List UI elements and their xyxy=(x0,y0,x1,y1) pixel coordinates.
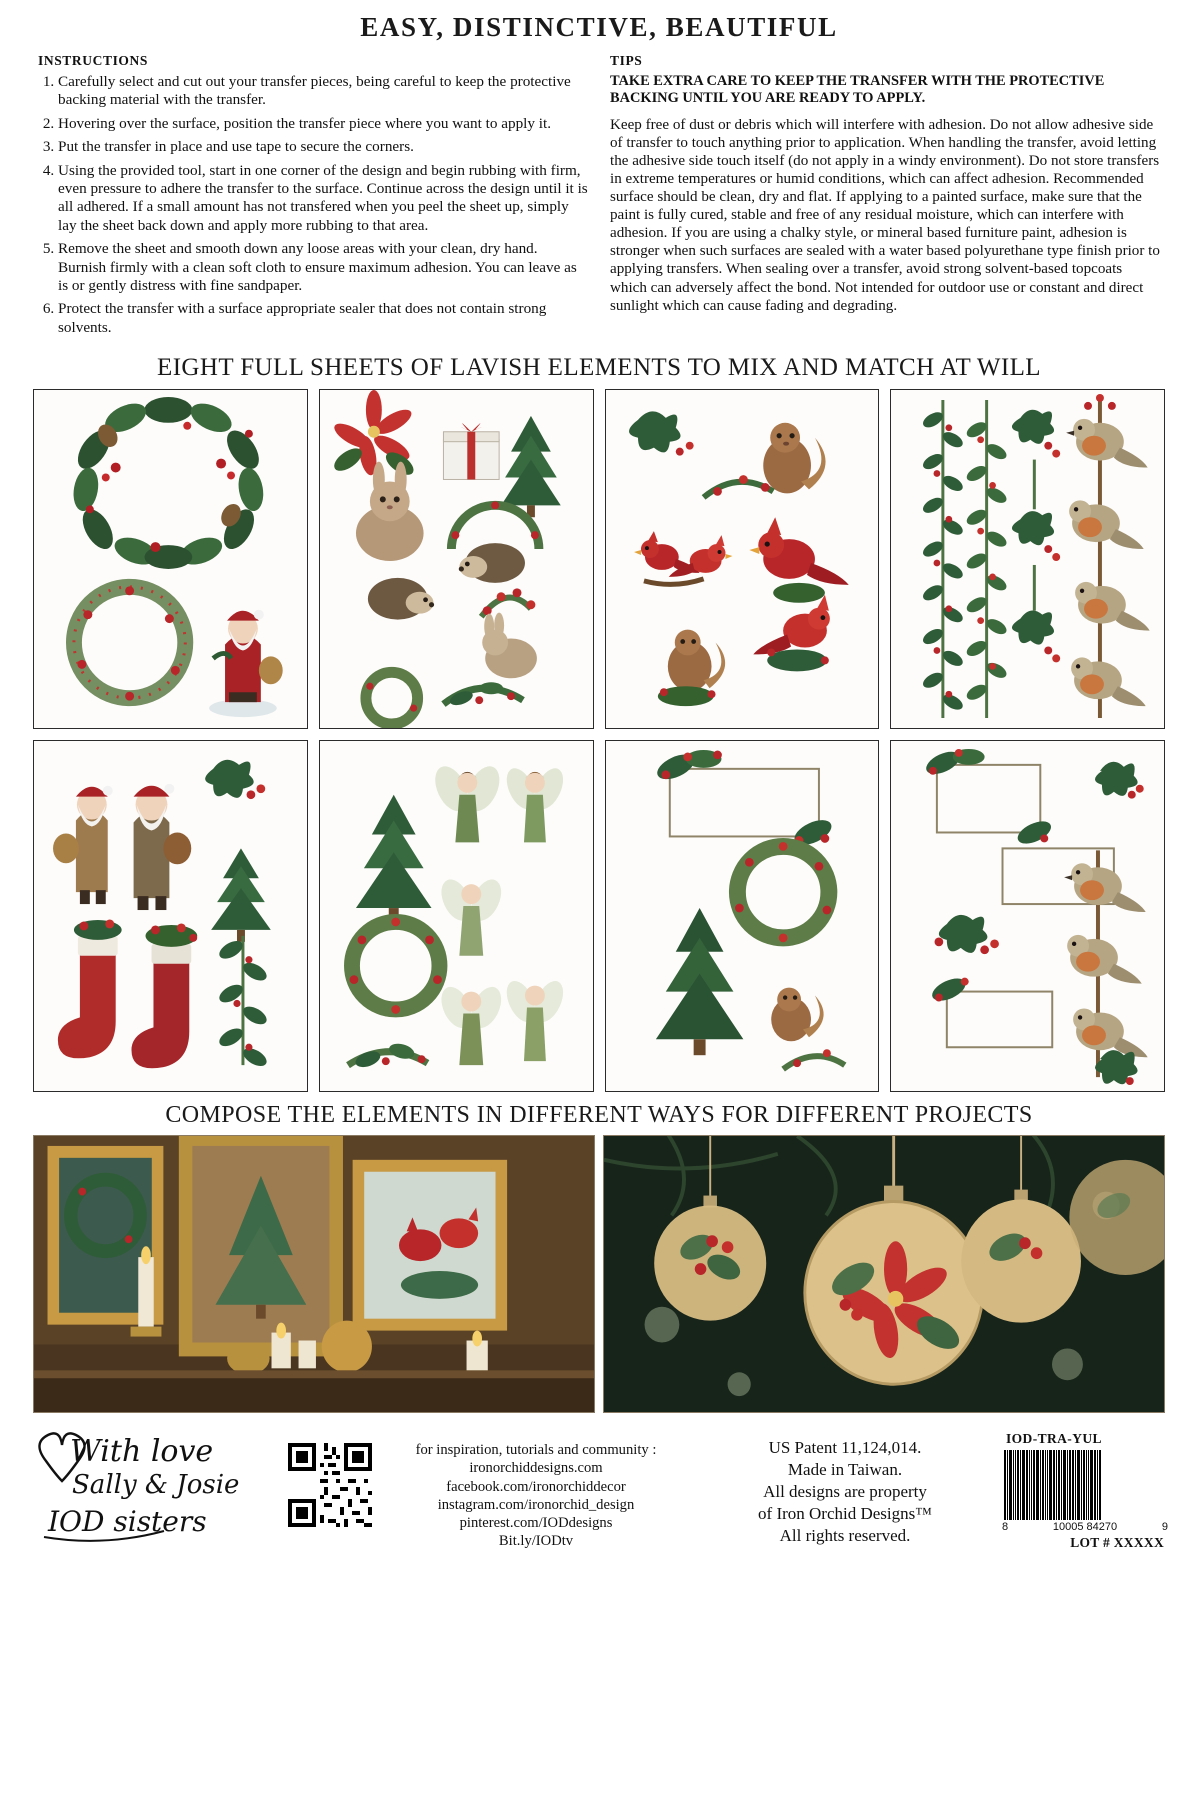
signature-block xyxy=(28,1427,278,1547)
links-lead: for inspiration, tutorials and community : xyxy=(415,1442,657,1459)
legal-block xyxy=(700,1427,990,1547)
link-website[interactable]: ironorchiddesigns.com xyxy=(469,1460,603,1477)
instructions-heading: INSTRUCTIONS xyxy=(38,53,148,68)
sheet-7-artwork xyxy=(606,741,879,1091)
tips-heading: TIPS xyxy=(610,53,643,68)
qr-code[interactable] xyxy=(288,1443,372,1527)
photo-mantel xyxy=(33,1135,595,1413)
product-code-block xyxy=(1000,1427,1170,1551)
barcode-left-digit: 8 xyxy=(1002,1521,1009,1534)
tips-column xyxy=(610,53,1160,342)
sheets-grid-row-1 xyxy=(0,389,1198,729)
rights-line-3: All rights reserved. xyxy=(779,1526,911,1546)
rights-line-2: of Iron Orchid Designs™ xyxy=(758,1504,932,1524)
transfer-sheet-8 xyxy=(890,740,1165,1092)
sheet-6-artwork xyxy=(320,741,593,1091)
qr-code-image[interactable] xyxy=(288,1443,372,1527)
link-facebook[interactable]: facebook.com/ironorchiddecor xyxy=(446,1478,626,1495)
sheet-4-artwork xyxy=(891,390,1164,728)
transfer-sheet-4 xyxy=(890,389,1165,729)
transfer-sheet-5 xyxy=(33,740,308,1092)
tips-body: Keep free of dust or debris which will interfere with adhesion. Do not allow adhesive side of transfer to touch anything prior to application. When handling the transfer, avoid letting the adhesive side touch itself (do not apply in a windy environment). Do not store transfers in extreme temperatures or humid conditions, which can affect adhesion. Recommended surface should be clean, dry and flat. If applying to a painted surface, make sure that the paint is fully cured, stable and free of any residual moisture, which can interfere with adhesion. If you are using a chalky style, or mineral based furniture paint, adhesion is stronger when such surfaces are sealed with a water based polyurethane type finish prior to applying transfers. When sealing over a transfer, avoid strong solvent-based topcoats which can adversely affect the bond. Not intended for outdoor use or constant and direct sunlight which can cause fading and degrading. xyxy=(610,116,1160,314)
transfer-sheet-3 xyxy=(605,389,880,729)
barcode-right-digit: 9 xyxy=(1161,1521,1168,1534)
sheet-1-artwork xyxy=(34,390,307,728)
barcode-digits: 10005 84270 xyxy=(1052,1521,1118,1534)
instruction-step: 1. Carefully select and cut out your transfer pieces, being careful to keep the protective backing material with the transfer. xyxy=(58,73,588,110)
signature-line-1: With love xyxy=(70,1434,214,1470)
sheet-2-artwork xyxy=(320,390,593,728)
barcode xyxy=(1000,1450,1170,1520)
link-instagram[interactable]: instagram.com/ironorchid_design xyxy=(437,1496,635,1513)
lot-number: LOT # XXXXX xyxy=(1070,1535,1164,1551)
projects-section-title: COMPOSE THE ELEMENTS IN DIFFERENT WAYS FOR DIFFERENT PROJECTS xyxy=(165,1102,1033,1129)
instruction-step: 6. Protect the transfer with a surface appropriate sealer that does not contain strong solvents. xyxy=(58,300,588,337)
tips-warning: TAKE EXTRA CARE TO KEEP THE TRANSFER WITH THE PROTECTIVE BACKING UNTIL YOU ARE READY TO APPLY. xyxy=(610,73,1105,107)
social-links xyxy=(382,1427,690,1550)
instructions-list xyxy=(38,73,588,337)
photo-ornaments xyxy=(603,1135,1165,1413)
transfer-sheet-6 xyxy=(319,740,594,1092)
barcode-numbers xyxy=(1000,1520,1170,1533)
instruction-step: 2. Hovering over the surface, position the transfer piece where you want to apply it. xyxy=(58,115,588,133)
project-photos xyxy=(0,1135,1198,1413)
sheet-5-artwork xyxy=(34,741,307,1091)
origin-text: Made in Taiwan. xyxy=(787,1460,903,1480)
patent-text: US Patent 11,124,014. xyxy=(768,1438,922,1458)
signature-artwork xyxy=(28,1427,278,1547)
instructions-tips-section xyxy=(0,43,1198,342)
signature-line-2: Sally & Josie xyxy=(72,1470,240,1501)
instruction-step: 4. Using the provided tool, start in one corner of the design and begin rubbing with firm, even pressure to adhere the transfer to the surface. Continue across the design until it is all adhered. If a small amount has not transfered when you peel the sheet up, simply lay the sheet back down and apply more rubbing to that area. xyxy=(58,162,588,236)
photo-mantel-artwork xyxy=(34,1136,594,1412)
page-title: EASY, DISTINCTIVE, BEAUTIFUL xyxy=(360,12,838,42)
instruction-step: 5. Remove the sheet and smooth down any loose areas with your clean, dry hand. Burnish firmly with a clean soft cloth to ensure maximum adhesion. You can leave as is or gently distress with fine sandpaper. xyxy=(58,240,588,295)
transfer-sheet-7 xyxy=(605,740,880,1092)
signature-line-3: IOD sisters xyxy=(48,1505,207,1539)
sku-text: IOD-TRA-YUL xyxy=(1006,1431,1102,1447)
link-youtube[interactable]: Bit.ly/IODtv xyxy=(498,1533,574,1550)
transfer-sheet-1 xyxy=(33,389,308,729)
rights-line-1: All designs are property xyxy=(763,1482,927,1502)
footer xyxy=(0,1413,1198,1551)
link-pinterest[interactable]: pinterest.com/IODdesigns xyxy=(459,1515,613,1532)
sheet-3-artwork xyxy=(606,390,879,728)
sheets-grid-row-2 xyxy=(0,740,1198,1092)
sheets-section-title: EIGHT FULL SHEETS OF LAVISH ELEMENTS TO MIX AND MATCH AT WILL xyxy=(157,354,1041,382)
transfer-sheet-2 xyxy=(319,389,594,729)
photo-ornaments-artwork xyxy=(604,1136,1164,1412)
sheet-8-artwork xyxy=(891,741,1164,1091)
instructions-column xyxy=(38,53,588,342)
instruction-step: 3. Put the transfer in place and use tape to secure the corners. xyxy=(58,138,588,156)
